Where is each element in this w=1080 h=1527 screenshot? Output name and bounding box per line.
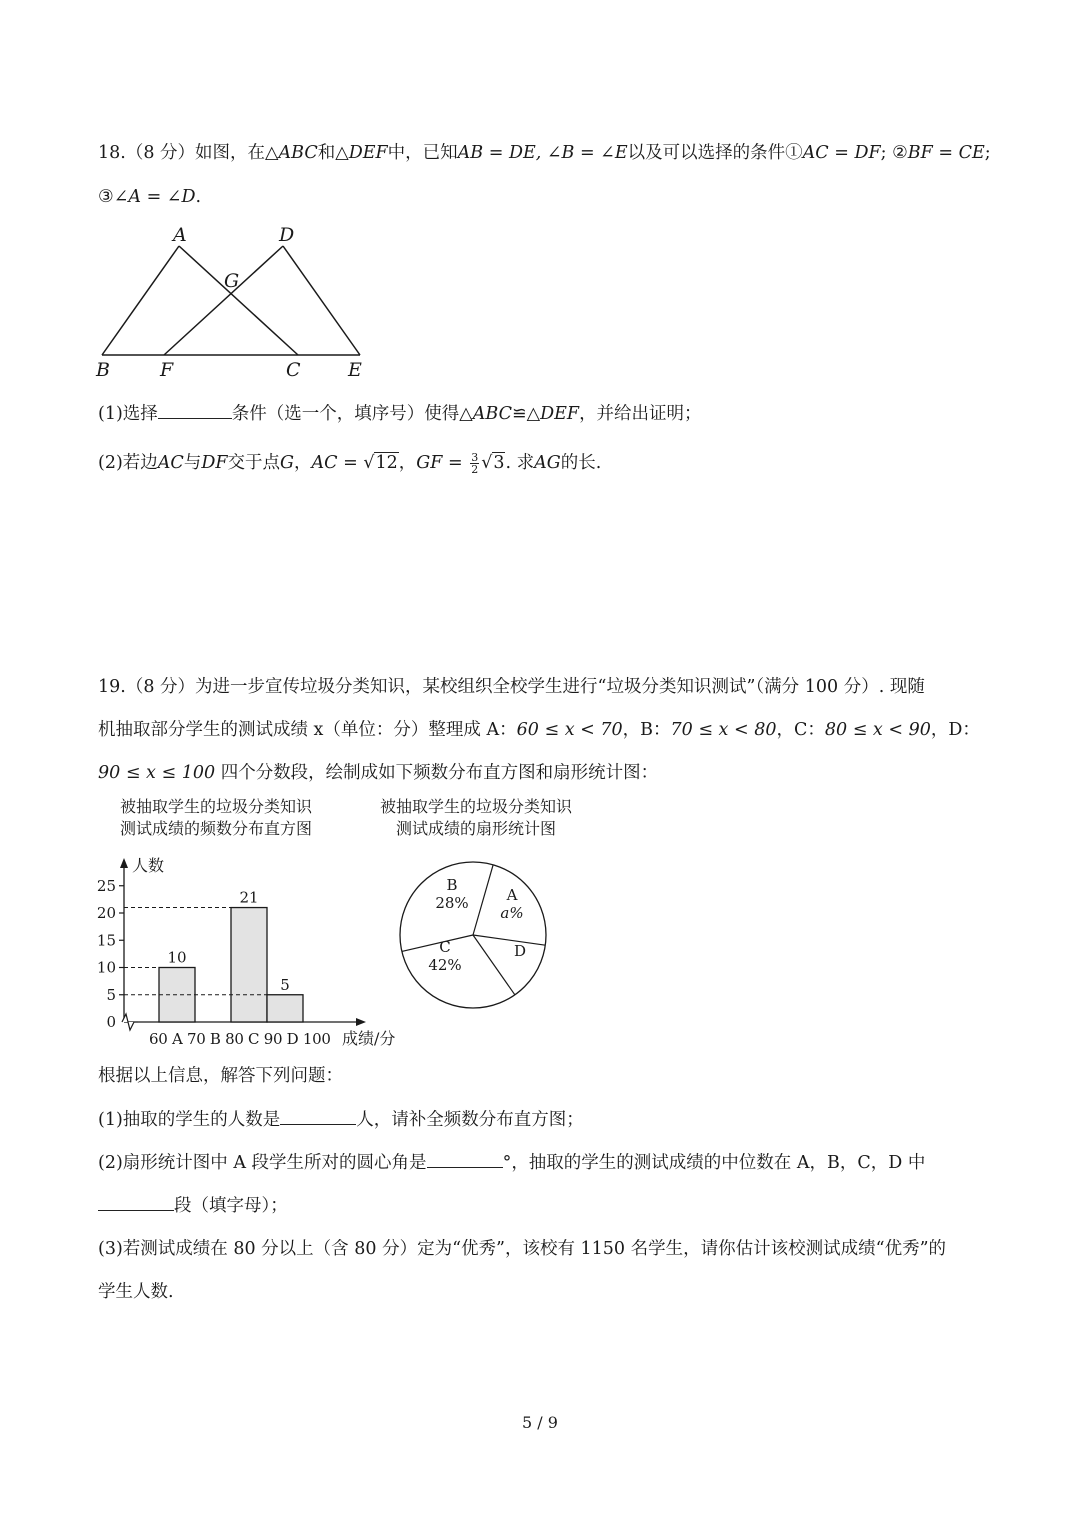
q18-text: ; ②: [880, 143, 908, 163]
q19-text: ，C：: [776, 720, 825, 740]
fraction: [470, 452, 479, 475]
pie-caption-line2: 测试成绩的扇形统计图: [395, 819, 556, 838]
q18-math: G: [280, 453, 294, 473]
q18-part2-text: (2)若边: [98, 453, 158, 473]
q18-part1-text: ，并给出证明；: [579, 404, 702, 424]
q18-part1-text: (1)选择: [98, 404, 158, 424]
histogram-caption-line1: 被抽取学生的垃圾分类知识: [119, 797, 312, 816]
histogram-caption-line2: 测试成绩的频数分布直方图: [119, 819, 312, 838]
q19-part1: [98, 1108, 584, 1131]
y-axis-label: 人数: [132, 856, 165, 875]
q19-part2-cont: [98, 1194, 288, 1217]
y-tick-label: 0: [106, 1013, 116, 1031]
pie-caption-line1: 被抽取学生的垃圾分类知识: [379, 797, 572, 816]
q18-math: DEF: [348, 143, 388, 163]
q18-part2: [98, 452, 601, 475]
q18-part2-text: 的长.: [560, 453, 602, 473]
segment-de: [283, 246, 360, 355]
q19-stem-line1: 19.（8 分）为进一步宣传垃圾分类知识，某校组织全校学生进行“垃圾分类知识测试”（满分 100 分）. 现随: [98, 677, 925, 697]
histogram-caption: [98, 796, 334, 840]
pie-slice-label: B: [446, 876, 458, 894]
histogram-bar: [267, 995, 303, 1022]
sqrt-radicand: 12: [375, 453, 398, 473]
q18-math: ABC: [472, 404, 512, 424]
label-g: G: [224, 270, 240, 292]
q18-math: AC: [157, 453, 184, 473]
q18-points: （8 分）: [125, 143, 196, 163]
q19-text: ，B：: [622, 720, 671, 740]
q18-part1-text: ≌△: [511, 404, 541, 424]
y-tick-label: 20: [96, 904, 116, 922]
pie-slice-label: C: [439, 938, 451, 956]
pie-slice-value: 42%: [428, 956, 462, 974]
q19-text: ，D：: [930, 720, 980, 740]
label-c: C: [286, 359, 301, 381]
answer-blank[interactable]: [158, 402, 232, 419]
q18-part2-text: ，: [294, 453, 312, 473]
q18-part2-text: 与: [183, 453, 202, 473]
sqrt-sign: √: [481, 453, 493, 473]
q18-part1: [98, 402, 702, 425]
q18-math: =: [442, 453, 469, 473]
pie-slice-label: A: [506, 886, 518, 904]
y-tick-label: 25: [96, 876, 116, 895]
page-number: 5 / 9: [522, 1413, 558, 1432]
bar-value-label: 21: [239, 888, 259, 907]
y-tick-label: 5: [106, 985, 116, 1004]
answer-blank[interactable]: [280, 1108, 356, 1125]
label-d: D: [279, 224, 295, 246]
y-tick-label: 15: [96, 931, 116, 950]
pie-caption: [358, 796, 594, 840]
q18-math: AB = DE, ∠B = ∠E: [457, 143, 628, 163]
q18-number: 18.: [98, 143, 126, 163]
q18-math: ABC: [278, 143, 318, 163]
fraction-denominator: 2: [471, 463, 479, 476]
q18-stem-line1: [98, 142, 991, 164]
q19-part3-cont: 学生人数.: [98, 1282, 174, 1302]
x-axis-label: 成绩/分: [342, 1029, 396, 1048]
q19-stem-line3: [98, 762, 658, 784]
q18-math: DEF: [540, 404, 580, 424]
q19-part2-text: (2)扇形统计图中 A 段学生所对的圆心角是: [98, 1153, 427, 1173]
q18-part2-text: 交于点: [227, 453, 281, 473]
q19-math: 80 ≤ x < 90: [824, 720, 931, 740]
q19-part2-text: 段（填字母）；: [174, 1196, 288, 1216]
x-axis-arrow: [356, 1018, 366, 1026]
q19-text: 机抽取部分学生的测试成绩 x（单位：分）整理成 A：: [98, 720, 517, 740]
label-b: B: [96, 359, 110, 381]
q18-text: 和△: [317, 143, 349, 163]
segment-ac: [179, 246, 298, 355]
q18-math: DF: [201, 453, 228, 473]
sqrt-radicand: 3: [493, 453, 505, 473]
q18-math: ∠A = ∠D: [113, 187, 196, 207]
q18-math: GF: [416, 453, 443, 473]
q18-math: = √: [337, 453, 375, 473]
segment-df: [164, 246, 283, 355]
q19-math: 90 ≤ x ≤ 100: [98, 763, 216, 783]
q19-part1-text: (1)抽取的学生的人数是: [98, 1110, 281, 1130]
q18-text: 以及可以选择的条件①: [627, 143, 803, 163]
q18-triangle-figure: [90, 222, 380, 384]
q19-part2-text: °，抽取的学生的测试成绩的中位数在 A，B，C，D 中: [502, 1153, 926, 1173]
q19-intro: 根据以上信息，解答下列问题：: [98, 1066, 343, 1086]
pie-chart: [390, 852, 560, 1022]
x-tick-labels: 60 A 70 B 80 C 90 D 100: [149, 1030, 331, 1048]
label-a: A: [173, 224, 187, 246]
y-tick-label: 10: [96, 958, 116, 977]
fraction-numerator: 3: [471, 451, 479, 464]
q18-text: ;: [984, 143, 991, 163]
q19-text: 四个分数段，绘制成如下频数分布直方图和扇形统计图：: [215, 763, 659, 783]
q18-part2-text: . 求: [505, 453, 535, 473]
bar-value-label: 10: [167, 948, 187, 967]
histogram-bar: [231, 908, 267, 1022]
pie-slice-label: D: [513, 942, 527, 960]
q18-stem-line2: [98, 186, 201, 208]
q18-text: ③: [98, 187, 114, 207]
q18-text: 中，已知: [387, 143, 458, 163]
q18-part2-text: ，: [398, 453, 417, 473]
q19-math: 70 ≤ x < 80: [670, 720, 777, 740]
q18-text: .: [195, 187, 202, 207]
frequency-histogram: [88, 848, 418, 1054]
segment-ab: [102, 246, 179, 355]
q19-part2: [98, 1151, 925, 1174]
q19-stem-line2: [98, 719, 980, 741]
label-e: E: [348, 359, 362, 381]
q18-text: 如图，在△: [195, 143, 279, 163]
y-axis-arrow: [120, 858, 128, 868]
q19-part3: (3)若测试成绩在 80 分以上（含 80 分）定为“优秀”，该校有 1150 名学生，请你估计该校测试成绩“优秀”的: [98, 1239, 947, 1259]
answer-blank[interactable]: [427, 1151, 503, 1168]
q18-math: AC: [311, 453, 338, 473]
q18-math: AC = DF: [802, 143, 881, 163]
q18-math: AG: [534, 453, 561, 473]
q19-part1-text: 人，请补全频数分布直方图；: [356, 1110, 584, 1130]
bar-value-label: 5: [280, 975, 290, 994]
q18-math: BF = CE: [907, 143, 985, 163]
pie-slice-value: 28%: [435, 894, 469, 912]
q19-math: 60 ≤ x < 70: [516, 720, 623, 740]
label-f: F: [160, 359, 174, 381]
answer-blank[interactable]: [98, 1194, 174, 1211]
pie-slice-value: a%: [500, 904, 524, 922]
q18-part1-text: 条件（选一个，填序号）使得△: [231, 404, 473, 424]
